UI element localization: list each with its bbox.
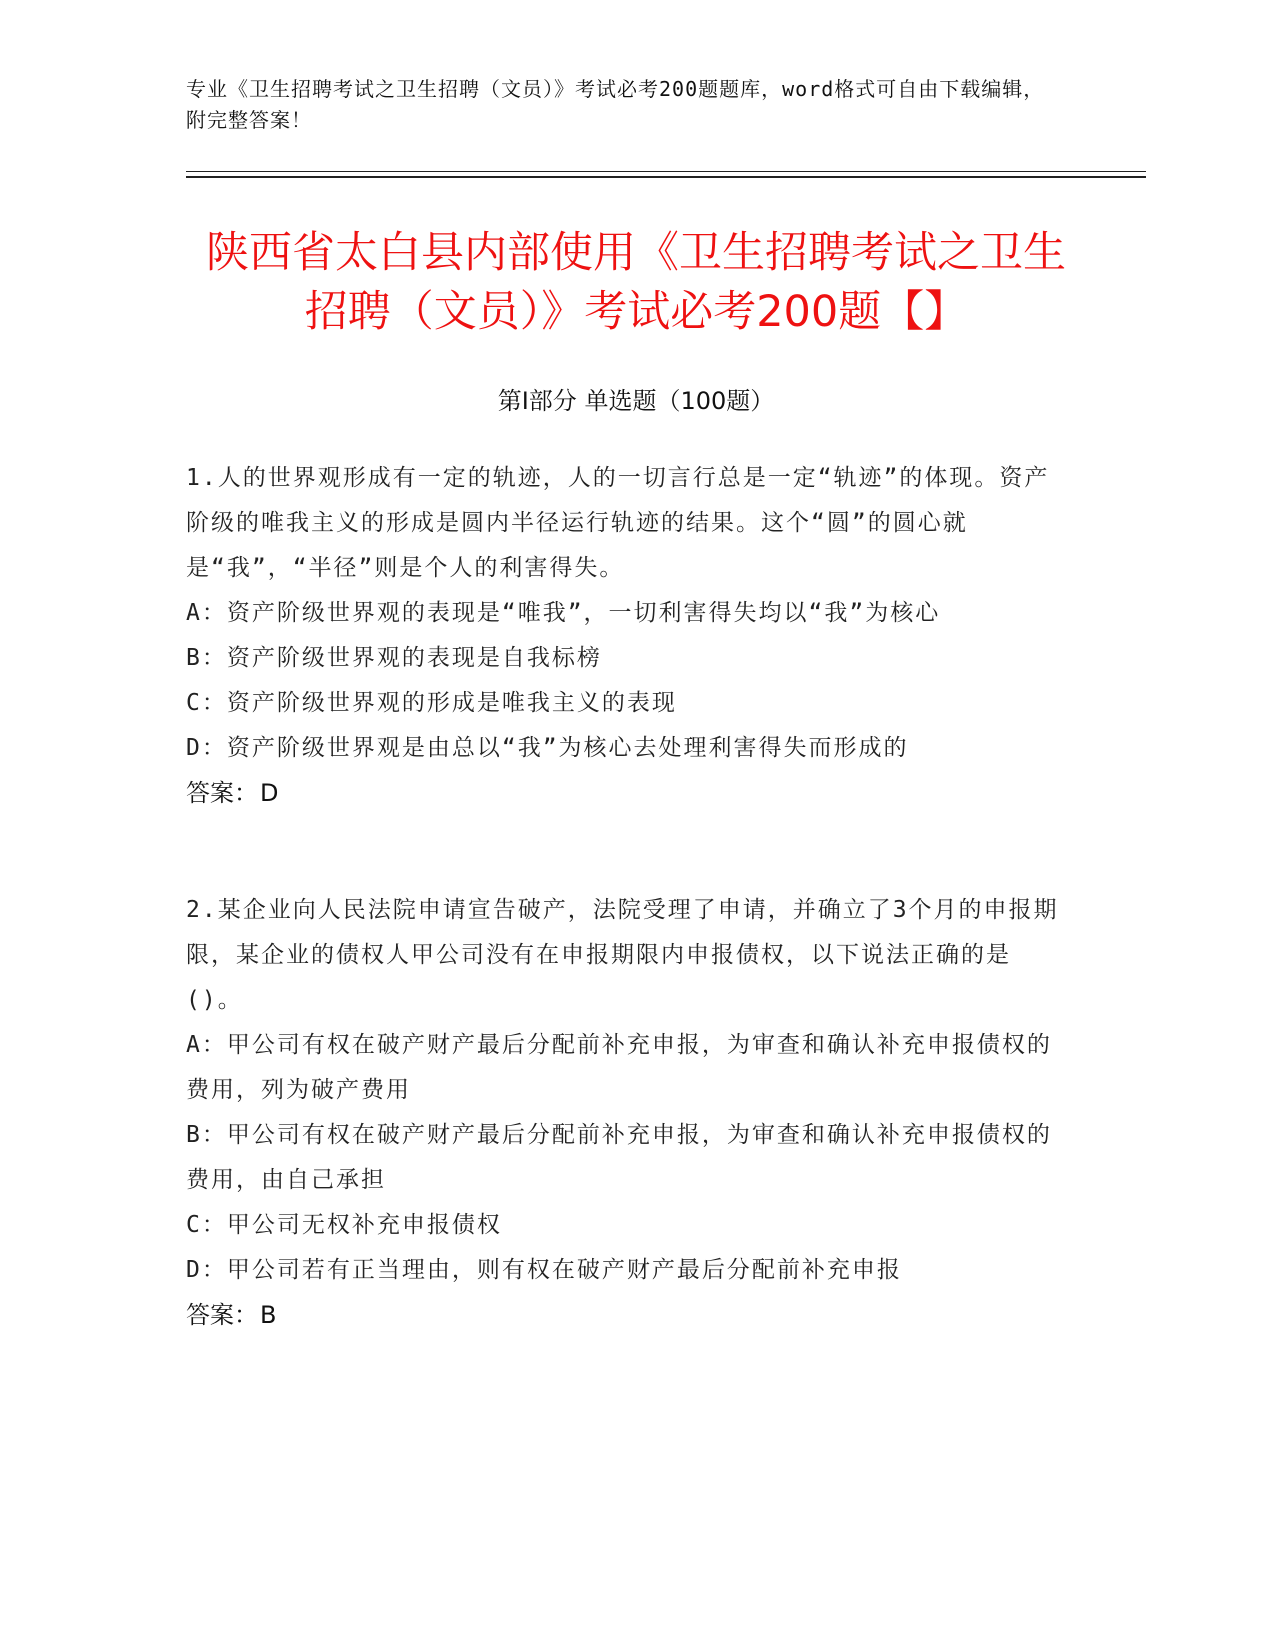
option-a: A：甲公司有权在破产财产最后分配前补充申报，为审查和确认补充申报债权的费用，列为破产费用 [186, 1032, 1052, 1103]
question-stem: 1.人的世界观形成有一定的轨迹，人的一切言行总是一定“轨迹”的体现。资产阶级的唯我主义的形成是圆内半径运行轨迹的结果。这个“圆”的圆心就是“我”，“半径”则是个人的利害得失。 [186, 465, 1050, 581]
answer-label: 答案： [186, 779, 258, 807]
answer-label: 答案： [186, 1301, 258, 1329]
answer-value: D [260, 779, 279, 807]
option-a: A：资产阶级世界观的表现是“唯我”，一切利害得失均以“我”为核心 [186, 600, 941, 626]
question-stem: 2.某企业向人民法院申请宣告破产，法院受理了申请，并确立了3个月的申报期限，某企业的债权人甲公司没有在申报期限内申报债权，以下说法正确的是()。 [186, 897, 1059, 1013]
question-1 [186, 456, 1066, 816]
question-2 [186, 888, 1066, 1338]
answer-line [186, 1293, 1066, 1338]
header-divider-thick [186, 176, 1146, 178]
answer-line [186, 771, 1066, 816]
answer-value: B [260, 1301, 277, 1329]
option-d: D：甲公司若有正当理由，则有权在破产财产最后分配前补充申报 [186, 1257, 902, 1283]
option-d: D：资产阶级世界观是由总以“我”为核心去处理利害得失而形成的 [186, 735, 909, 761]
option-b: B：甲公司有权在破产财产最后分配前补充申报，为审查和确认补充申报债权的费用，由自己承担 [186, 1122, 1052, 1193]
section-title: 第Ⅰ部分 单选题（100题） [497, 387, 775, 415]
option-b: B：资产阶级世界观的表现是自我标榜 [186, 645, 602, 671]
option-c: C：资产阶级世界观的形成是唯我主义的表现 [186, 690, 677, 716]
header-divider-thin [186, 171, 1146, 172]
option-c: C：甲公司无权补充申报债权 [186, 1212, 502, 1238]
document-title: 陕西省太白县内部使用《卫生招聘考试之卫生招聘（文员）》考试必考200题【】 [206, 228, 1066, 337]
header-note: 专业《卫生招聘考试之卫生招聘（文员）》考试必考200题题库，word格式可自由下载编辑，附完整答案！ [186, 77, 1045, 132]
